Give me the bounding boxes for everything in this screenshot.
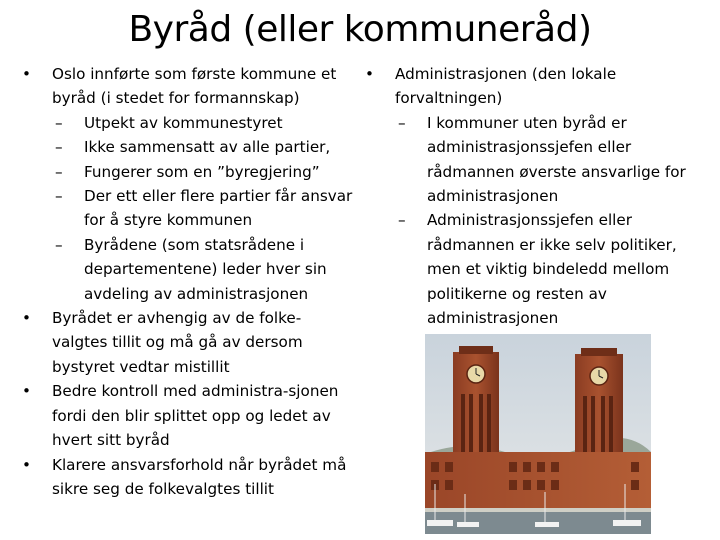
bullet-icon: • <box>365 65 374 83</box>
sub-bullet-text: Byrådene (som statsrådene i departementene) leder hver sin avdeling av administrasjonen <box>84 235 327 303</box>
sub-bullet-text: Administrasjonssjefen eller rådmannen er ikke selv politiker, men et viktig bindeledd mellom politikerne og resten av administrasjonen <box>427 211 677 328</box>
sub-bullet-item <box>22 135 356 159</box>
city-hall-photo <box>425 334 651 534</box>
left-column <box>22 62 356 501</box>
bullet-item <box>365 62 715 111</box>
sub-bullet-text: Utpekt av kommunestyret <box>84 113 283 132</box>
dash-icon: – <box>55 138 63 157</box>
sub-bullet-text: Ikke sammensatt av alle partier, <box>84 138 331 157</box>
dash-icon: – <box>55 187 63 206</box>
sub-bullet-text: Der ett eller flere partier får ansvar for å styre kommunen <box>84 187 353 230</box>
bullet-item <box>22 379 356 452</box>
bullet-text: Administrasjonen (den lokale forvaltningen) <box>395 65 617 108</box>
sub-bullet-text: I kommuner uten byråd er administrasjonssjefen eller rådmannen øverste ansvarlige for administrasjonen <box>427 113 686 206</box>
dash-icon: – <box>55 113 63 132</box>
sub-bullet-item <box>22 160 356 184</box>
sub-bullet-item <box>365 208 715 330</box>
bullet-text: Klarere ansvarsforhold når byrådet må sikre seg de folkevalgtes tillit <box>52 455 347 498</box>
bullet-text: Bedre kontroll med administra-sjonen fordi den blir splittet opp og ledet av hvert sitt byråd <box>52 382 339 450</box>
bullet-text: Byrådet er avhengig av de folke-valgtes tillit og må gå av dersom bystyret vedtar mistillit <box>52 309 303 376</box>
sub-bullet-item <box>22 184 356 233</box>
bullet-icon: • <box>22 382 31 401</box>
bullet-item <box>22 453 356 502</box>
sub-bullet-item <box>22 111 356 135</box>
bullet-text: Oslo innførte som første kommune et byråd (i stedet for formannskap) <box>52 65 337 108</box>
bullet-icon: • <box>22 309 31 328</box>
bullet-item <box>22 62 356 111</box>
slide-title: Byråd (eller kommuneråd) <box>128 9 592 50</box>
dash-icon: – <box>55 162 63 181</box>
dash-icon: – <box>55 235 63 254</box>
dash-icon: – <box>398 211 406 230</box>
sub-bullet-text: Fungerer som en ”byregjering” <box>84 162 320 181</box>
bullet-item <box>22 306 356 379</box>
bullet-icon: • <box>22 65 31 83</box>
bullet-icon: • <box>22 455 31 474</box>
right-column <box>365 62 715 330</box>
dash-icon: – <box>398 113 406 132</box>
sub-bullet-item <box>22 233 356 306</box>
sub-bullet-item <box>365 111 715 209</box>
